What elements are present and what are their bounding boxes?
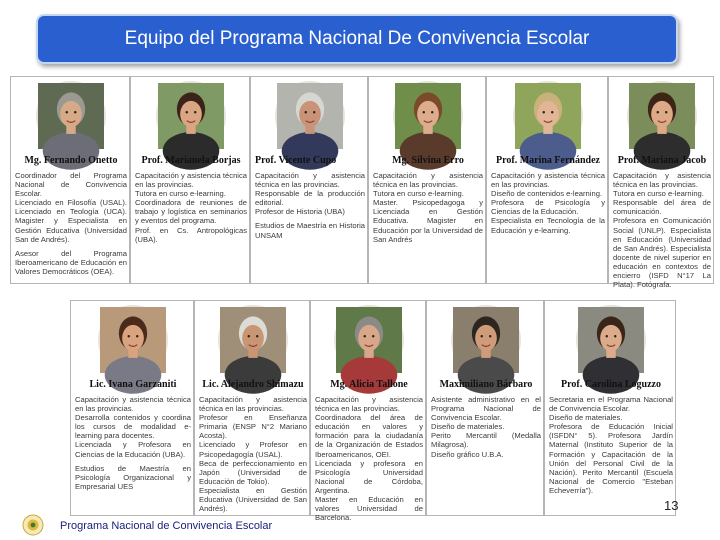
- description-line: Capacitación y asistencia técnica en las provincias.: [135, 171, 247, 190]
- member-name: Prof. Marianela Borjas: [141, 155, 241, 166]
- member-description: [199, 395, 307, 513]
- team-member-card: [10, 76, 130, 284]
- member-name: Lic. Alejandro Shimazu: [202, 379, 304, 390]
- description-line: Responsable de la producción editorial.: [255, 189, 365, 208]
- description-line: Profesora de Psicología y Ciencias de la Educación.: [491, 198, 605, 217]
- description-line: Master en Educación en valores Universidad de Barcelona.: [315, 495, 423, 523]
- member-name: Mg. Fernando Onetto: [24, 155, 118, 166]
- description-line: Capacitación y asistencia técnica en las provincias.: [255, 171, 365, 190]
- member-description: [373, 171, 483, 244]
- description-line: Beca de perfeccionamiento en Japón (Universidad de Educación de Tokio).: [199, 458, 307, 486]
- description-line: Profesora de Educación Inicial (ISFDN° 5). Profesora Jardín Maternal (Instituto Superior de la Formación y Capacitación de la Unión del Personal Civil de la Nación). Perito Mercantil (Escuela Nacional de Comercio "Esteban Echeverría").: [549, 422, 673, 495]
- description-line: Coordinadora de reuniones de trabajo y logística en seminarios y eventos del programa.: [135, 198, 247, 226]
- description-line: Estudios de Maestría en Psicología Organizacional y Empresarial UES: [75, 463, 191, 491]
- member-photo: [36, 81, 106, 151]
- description-line: Licenciada y Profesora en Ciencias de la Educación (UBA).: [75, 440, 191, 459]
- team-member-card: [608, 76, 714, 290]
- member-description: [491, 171, 605, 235]
- description-line: Coordinador del Programa Nacional de Convivencia Escolar.: [15, 171, 127, 199]
- description-line: Capacitación y asistencia técnica en las provincias.: [315, 395, 423, 414]
- description-line: Tutora en curso e-learning.: [613, 189, 704, 199]
- description-line: Especialista en Tecnología de la Educación y e-learning.: [491, 216, 605, 235]
- team-member-card: [70, 300, 194, 516]
- member-description: [255, 171, 365, 240]
- team-member-card: [368, 76, 486, 284]
- description-line: Tutora en curso e-learning.: [373, 189, 464, 199]
- description-line: Capacitación y asistencia técnica en las provincias.: [75, 395, 191, 414]
- member-photo: [451, 305, 521, 375]
- member-description: [431, 395, 541, 459]
- member-description: [549, 395, 673, 495]
- description-line: Desarrolla contenidos y coordina los cursos de modalidad e-learning para docentes.: [75, 413, 191, 441]
- team-member-card: [486, 76, 608, 284]
- member-photo: [275, 81, 345, 151]
- member-photo: [218, 305, 288, 375]
- member-description: [15, 171, 127, 276]
- description-line: Capacitación y asistencia técnica en las provincias.: [373, 171, 483, 190]
- member-photo: [156, 81, 226, 151]
- description-line: Capacitación y asistencia técnica en las provincias.: [199, 395, 307, 414]
- member-description: [75, 395, 191, 491]
- description-line: Profesor de Historia (UBA): [255, 207, 345, 217]
- description-line: Profesora en Comunicación Social (UNLP). Especialista en Educación (Universidad de San Andrés). Especialista docente de nivel superior en educación en contextos de encierro (ISFD N°17 La Plata). Fotógrafa.: [613, 216, 711, 290]
- description-line: Prof. en Cs. Antropológicas (UBA).: [135, 225, 247, 244]
- description-line: Coordinadora del área de educación en valores y formación para la ciudadanía de la Organización de Estados Iberoamericanos, OEI.: [315, 413, 423, 459]
- program-logo: [22, 514, 44, 536]
- member-photo: [513, 81, 583, 151]
- member-name: Mg. Silvina Erro: [392, 155, 464, 166]
- page-title: Equipo del Programa Nacional De Convivencia Escolar: [36, 14, 678, 64]
- member-photo: [334, 305, 404, 375]
- member-photo: [393, 81, 463, 151]
- description-line: Licenciado y Profesor en Psicopedagogía (USAL).: [199, 440, 307, 459]
- member-description: [135, 171, 247, 244]
- description-line: Profesor en Enseñanza Primaria (ENSP N°2 Mariano Acosta).: [199, 413, 307, 441]
- member-description: [315, 395, 423, 522]
- description-line: Diseño de materiales.: [431, 422, 505, 432]
- description-line: Licenciada y profesora en Psicología Universidad Nacional de Córdoba, Argentina.: [315, 458, 423, 495]
- team-member-card: [194, 300, 310, 516]
- member-photo: [576, 305, 646, 375]
- member-name: Prof. Carolina Loguzzo: [561, 379, 661, 390]
- page-number: 13: [664, 498, 679, 513]
- team-member-card: [544, 300, 679, 516]
- member-photo: [627, 81, 697, 151]
- member-name: Lic. Ivana Garzaniti: [89, 379, 177, 390]
- description-line: Licenciado en Filosofía (USAL). Licenciado en Teología (UCA). Magister y Especialista en Gestión Educativa (Universidad San de Andrés).: [15, 198, 127, 244]
- description-line: Capacitación y asistencia técnica en las provincias.: [613, 171, 711, 190]
- description-line: Asistente administrativo en el Programa Nacional de Convivencia Escolar.: [431, 395, 541, 423]
- description-line: Diseño de contenidos e-learning.: [491, 189, 603, 199]
- description-line: Estudios de Maestría en Historia UNSAM: [255, 221, 365, 240]
- team-member-card: [426, 300, 544, 516]
- footer-text: Programa Nacional de Convivencia Escolar: [60, 520, 273, 532]
- member-description: [613, 171, 711, 289]
- description-line: Especialista en Gestión Educativa (Universidad de San Andrés).: [199, 485, 307, 514]
- member-name: Prof. Marina Fernández: [496, 155, 600, 166]
- team-member-card: [130, 76, 250, 284]
- member-name: Maximiliano Bárbaro: [439, 379, 533, 390]
- description-line: Diseño de materiales.: [549, 413, 623, 423]
- team-member-card: [250, 76, 368, 284]
- team-member-card: [310, 300, 426, 523]
- description-line: Secretaria en el Programa Nacional de Convivencia Escolar.: [549, 395, 673, 414]
- member-name: Prof. Mariana Jacob: [617, 155, 707, 166]
- description-line: Tutora en curso e-learning.: [135, 189, 226, 199]
- description-line: Master. Psicopedagoga y Licenciada en Gestión Educativa. Magister en Educación por la Universidad de San Andrés: [373, 198, 483, 244]
- description-line: Asesor del Programa Iberoamericano de Educación en Valores Democráticos (OEA).: [15, 248, 127, 276]
- description-line: Responsable del área de comunicación.: [613, 198, 711, 217]
- member-name: Prof. Vicente Cupo: [255, 155, 337, 166]
- member-name: Mg. Alicia Tallone: [330, 379, 408, 390]
- member-photo: [98, 305, 168, 375]
- description-line: Diseño gráfico U.B.A.: [431, 449, 504, 459]
- description-line: Perito Mercantil (Medalla Milagrosa).: [431, 431, 541, 450]
- description-line: Capacitación y asistencia técnica en las provincias.: [491, 171, 605, 190]
